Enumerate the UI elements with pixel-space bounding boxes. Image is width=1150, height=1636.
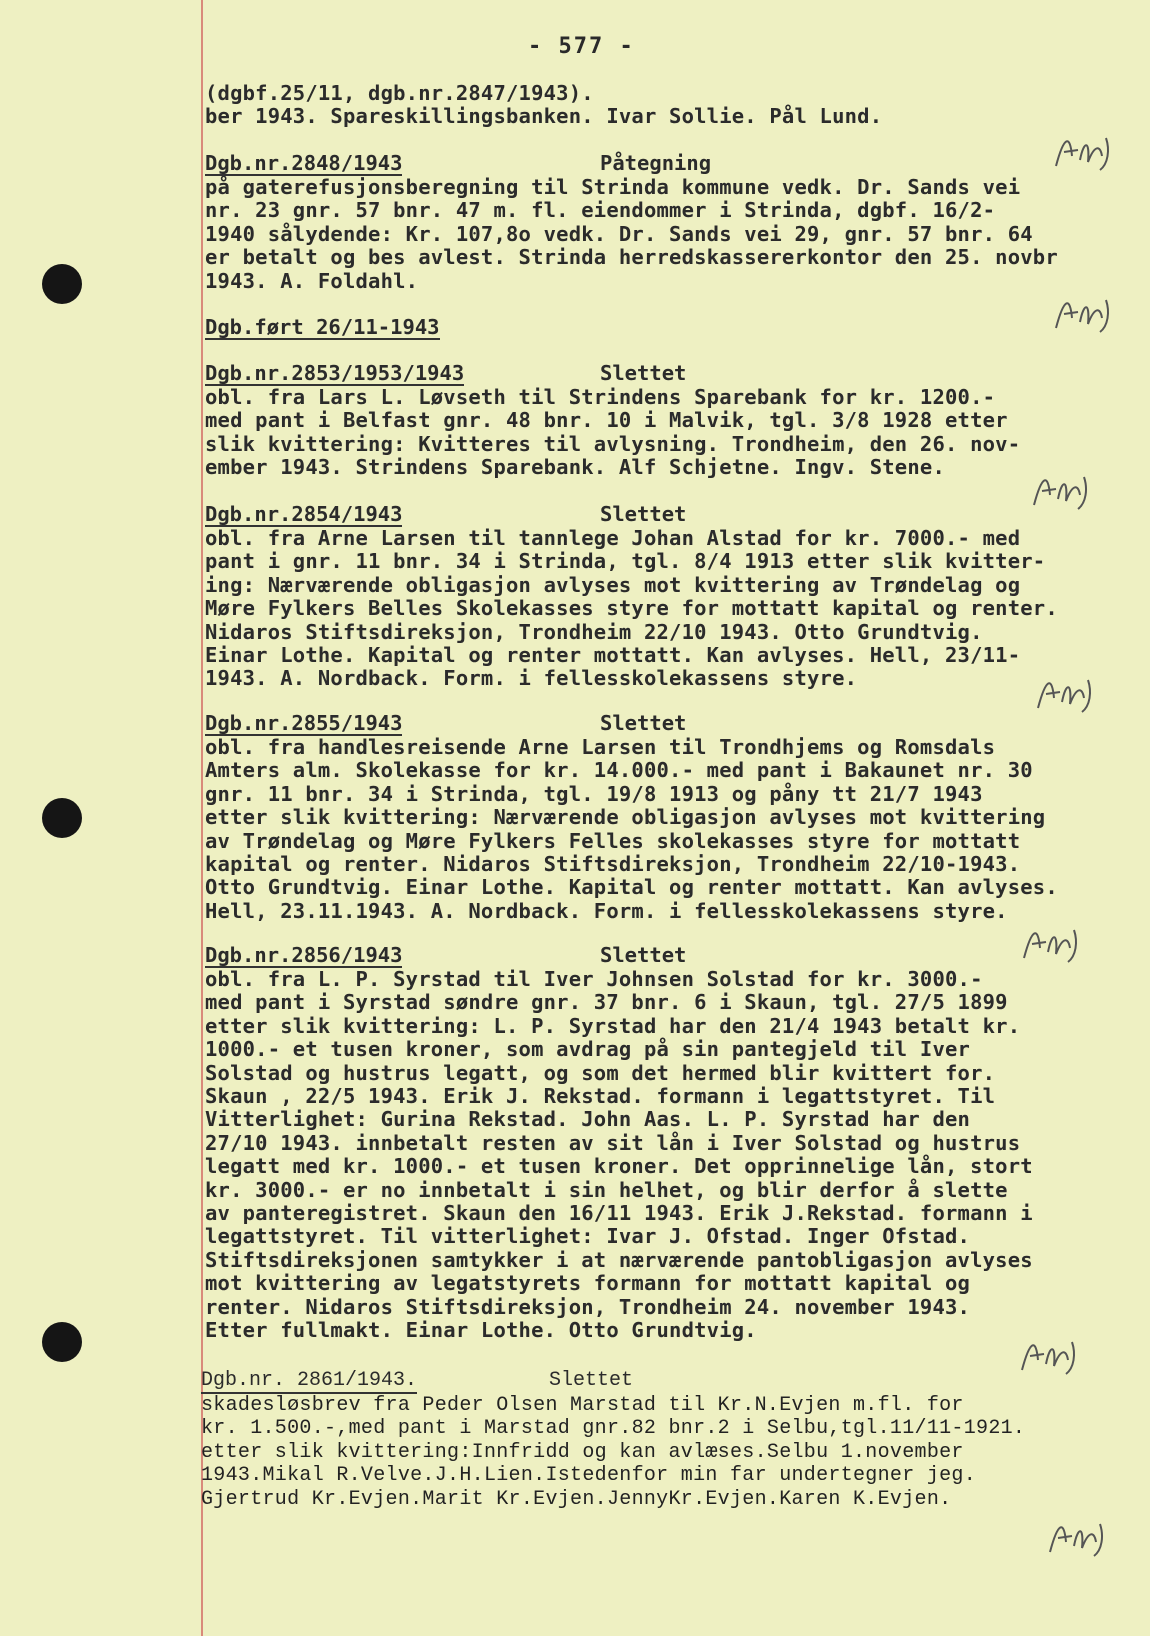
text-line: mot kvittering av legatstyrets formann for mottatt kapital og [205,1271,971,1296]
text-line: nr. 23 gnr. 57 bnr. 47 m. fl. eiendommer i Strinda, dgbf. 16/2- [205,198,996,223]
text-line: etter slik kvittering: Nærværende obligasjon avlyses mot kvittering [205,805,1046,830]
text-line: 1943. A. Foldahl. [205,268,419,293]
text-line: Nidaros Stiftsdireksjon, Trondheim 22/10 1943. Otto Grundtvig. [205,619,983,644]
entry-ref: Dgb.nr.2848/1943 [205,151,403,175]
text-line: pant i gnr. 11 bnr. 34 i Strinda, tgl. 8/4 1913 etter slik kvitter- [205,549,1046,574]
entry-type: Slettet [600,943,687,967]
text-line: gnr. 11 bnr. 34 i Strinda, tgl. 19/8 1913 og påny tt 21/7 1943 [205,781,983,806]
entry-type: Påtegning [600,151,712,175]
entry-2853 [205,362,1135,480]
text-line: (dgbf.25/11, dgb.nr.2847/1943). [205,81,594,105]
text-line: er betalt og bes avlest. Strinda herredskassererkontor den 25. novbr [205,245,1058,270]
text-line: Otto Grundtvig. Einar Lothe. Kapital og renter mottatt. Kan avlyses. [205,875,1058,900]
text-line: 1943.Mikal R.Velve.J.H.Lien.Istedenfor min far undertegner jeg. [201,1464,977,1488]
text-line: etter slik kvittering: L. P. Syrstad har den 21/4 1943 betalt kr. [205,1013,1021,1038]
handwritten-initials-icon [1016,1330,1086,1380]
handwritten-initials-icon [1032,668,1102,718]
text-line: Einar Lothe. Kapital og renter mottatt. Kan avlyses. Hell, 23/11- [205,643,1021,668]
text-line: med pant i Syrstad søndre gnr. 37 bnr. 6 i Skaun, tgl. 27/5 1899 [205,990,1008,1015]
text-line: 1000.- et tusen kroner, som avdrag på sin pantegjeld til Iver [205,1037,971,1062]
text-line: Stiftsdireksjonen samtykker i at nærværende pantobligasjon avlyses [205,1247,1033,1272]
text-line: av panteregistret. Skaun den 16/11 1943. Erik J.Rekstad. formann i [205,1201,1033,1226]
entry-type: Slettet [600,711,687,735]
entry-2856 [205,944,1135,1343]
text-line: obl. fra Lars L. Løvseth til Strindens Sparebank for kr. 1200.- [205,385,996,409]
dgb-fort-heading: Dgb.ført 26/11-1943 [205,315,440,339]
entry-2854 [205,503,1135,691]
text-line: kapital og renter. Nidaros Stiftsdireksjon, Trondheim 22/10-1943. [205,852,1021,877]
text-line: obl. fra Arne Larsen til tannlege Johan Alstad for kr. 7000.- med [205,526,1021,550]
text-line: av Trøndelag og Møre Fylkers Felles skolekasses styre for mottatt [205,828,1021,853]
text-line: Hell, 23.11.1943. A. Nordback. Form. i fellesskolekassens styre. [205,898,1008,923]
text-line: 1940 sålydende: Kr. 107,8o vedk. Dr. Sands vei 29, gnr. 57 bnr. 64 [205,221,1033,246]
text-line: Gjertrud Kr.Evjen.Marit Kr.Evjen.JennyKr.Evjen.Karen K.Evjen. [201,1487,952,1511]
punch-hole-icon [42,264,82,304]
text-line: etter slik kvittering:Innfridd og kan avlæses.Selbu 1.november [201,1440,964,1464]
text-line: obl. fra handlesreisende Arne Larsen til Trondhjems og Romsdals [205,735,996,759]
handwritten-initials-icon [1050,126,1120,176]
text-line: Amters alm. Skolekasse for kr. 14.000.- med pant i Bakaunet nr. 30 [205,758,1033,783]
entry-type: Slettet [600,502,687,526]
text-line: obl. fra L. P. Syrstad til Iver Johnsen Solstad for kr. 3000.- [205,967,983,991]
text-line: ber 1943. Spareskillingsbanken. Ivar Sollie. Pål Lund. [205,104,883,129]
text-line: Skaun , 22/5 1943. Erik J. Rekstad. formann i legattstyret. Til [205,1084,996,1109]
handwritten-initials-icon [1028,465,1098,515]
punch-hole-icon [42,1322,82,1362]
entry-ref: Dgb.nr.2856/1943 [205,943,403,967]
text-line: 1943. A. Nordback. Form. i fellesskolekassens styre. [205,666,858,691]
entry-2855 [205,712,1135,923]
text-line: legatt med kr. 1000.- et tusen kroner. Det opprinnelige lån, stort [205,1154,1033,1179]
entry-type: Slettet [600,361,687,385]
text-line: på gaterefusjonsberegning til Strinda kommune vedk. Dr. Sands vei [205,175,1021,199]
entry-2861 [201,1370,1131,1511]
text-line: ing: Nærværende obligasjon avlyses mot kvittering av Trøndelag og [205,572,1021,597]
entry-ref: Dgb.nr.2854/1943 [205,502,403,526]
handwritten-initials-icon [1044,1512,1114,1562]
entry-ref: Dgb.nr. 2861/1943. [201,1369,418,1392]
text-line: kr. 1.500.-,med pant i Marstad gnr.82 bnr.2 i Selbu,tgl.11/11-1921. [201,1417,1026,1441]
text-line: med pant i Belfast gnr. 48 bnr. 10 i Malvik, tgl. 3/8 1928 etter [205,408,1008,433]
punch-hole-icon [42,798,82,838]
text-line: Etter fullmakt. Einar Lothe. Otto Grundtvig. [205,1318,757,1343]
handwritten-initials-icon [1050,288,1120,338]
text-line: kr. 3000.- er no innbetalt i sin helhet, og blir derfor å slette [205,1177,1008,1202]
handwritten-initials-icon [1018,918,1088,968]
text-line: slik kvittering: Kvitteres til avlysning. Trondheim, den 26. nov- [205,431,1021,456]
entry-type: Slettet [549,1369,634,1392]
text-line: Vitterlighet: Gurina Rekstad. John Aas. L. P. Syrstad har den [205,1107,971,1132]
text-line: ember 1943. Strindens Sparebank. Alf Schjetne. Ingv. Stene. [205,455,945,480]
entry-ref: Dgb.nr.2853/1953/1943 [205,361,465,385]
text-line: 27/10 1943. innbetalt resten av sit lån i Iver Solstad og hustrus [205,1130,1021,1155]
intro-block [205,82,1135,129]
text-line: renter. Nidaros Stiftsdireksjon, Trondheim 24. november 1943. [205,1294,971,1319]
text-line: Møre Fylkers Belles Skolekasses styre for mottatt kapital og renter. [205,596,1058,621]
text-line: legattstyret. Til vitterlighet: Ivar J. Ofstad. Inger Ofstad. [205,1224,971,1249]
text-line: Solstad og hustrus legatt, og som det hermed blir kvittert for. [205,1060,996,1085]
page-number: - 577 - [528,34,635,59]
entry-2848 [205,152,1135,293]
entry-ref: Dgb.nr.2855/1943 [205,711,403,735]
text-line: skadesløsbrev fra Peder Olsen Marstad til Kr.N.Evjen m.fl. for [201,1394,964,1417]
